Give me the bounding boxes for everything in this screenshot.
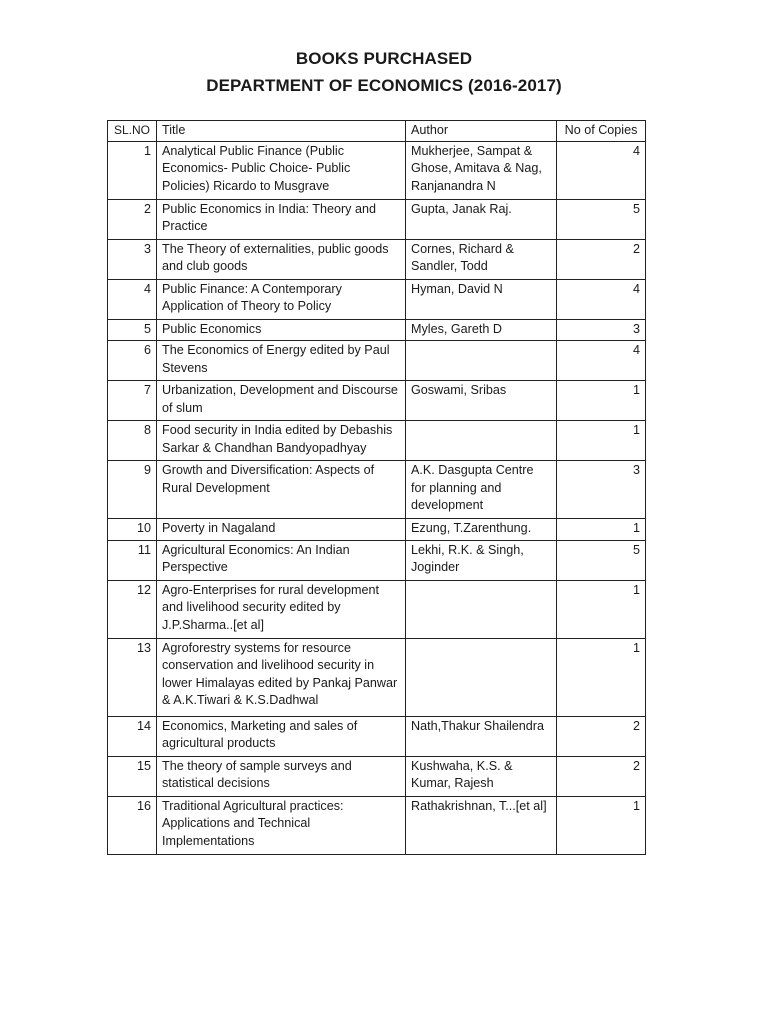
copies-cell: 2: [557, 716, 646, 756]
author-cell: Ezung, T.Zarenthung.: [406, 519, 557, 541]
copies-cell: 1: [557, 580, 646, 638]
header-title: Title: [157, 121, 406, 142]
author-cell: Lekhi, R.K. & Singh, Joginder: [406, 540, 557, 580]
slno-cell: 2: [108, 199, 157, 239]
author-cell: A.K. Dasgupta Centre for planning and development: [406, 461, 557, 519]
title-cell: Public Economics in India: Theory and Practice: [157, 199, 406, 239]
copies-cell: 4: [557, 341, 646, 381]
title-cell: The Theory of externalities, public goods and club goods: [157, 239, 406, 279]
author-cell: [406, 341, 557, 381]
table-row: [108, 279, 646, 319]
author-cell: Myles, Gareth D: [406, 319, 557, 341]
title-cell: Agroforestry systems for resource conservation and livelihood security in lower Himalayas edited by Pankaj Panwar & A.K.Tiwari & K.S.Dadhwal: [157, 638, 406, 716]
copies-cell: 2: [557, 756, 646, 796]
table-row: [108, 381, 646, 421]
author-cell: [406, 638, 557, 716]
slno-cell: 11: [108, 540, 157, 580]
title-cell: Agro-Enterprises for rural development and livelihood security edited by J.P.Sharma..[et al]: [157, 580, 406, 638]
slno-cell: 16: [108, 796, 157, 854]
header-copies: No of Copies: [557, 121, 646, 142]
table-body: [108, 141, 646, 854]
table-row: [108, 756, 646, 796]
slno-cell: 4: [108, 279, 157, 319]
author-cell: [406, 421, 557, 461]
copies-cell: 4: [557, 141, 646, 199]
title-cell: Growth and Diversification: Aspects of Rural Development: [157, 461, 406, 519]
slno-cell: 6: [108, 341, 157, 381]
copies-cell: 5: [557, 540, 646, 580]
author-cell: Cornes, Richard & Sandler, Todd: [406, 239, 557, 279]
table-row: [108, 141, 646, 199]
slno-cell: 9: [108, 461, 157, 519]
author-cell: Hyman, David N: [406, 279, 557, 319]
title-cell: Urbanization, Development and Discourse of slum: [157, 381, 406, 421]
title-cell: Poverty in Nagaland: [157, 519, 406, 541]
slno-cell: 12: [108, 580, 157, 638]
document-title-line-2: DEPARTMENT OF ECONOMICS (2016-2017): [206, 76, 562, 95]
author-cell: Kushwaha, K.S. & Kumar, Rajesh: [406, 756, 557, 796]
table-row: [108, 519, 646, 541]
author-cell: Gupta, Janak Raj.: [406, 199, 557, 239]
header-slno: SL.NO: [108, 121, 157, 142]
table-row: [108, 540, 646, 580]
slno-cell: 13: [108, 638, 157, 716]
slno-cell: 5: [108, 319, 157, 341]
copies-cell: 4: [557, 279, 646, 319]
table-row: [108, 461, 646, 519]
copies-cell: 1: [557, 421, 646, 461]
author-cell: Mukherjee, Sampat & Ghose, Amitava & Nag, Ranjanandra N: [406, 141, 557, 199]
author-cell: Rathakrishnan, T...[et al]: [406, 796, 557, 854]
copies-cell: 1: [557, 519, 646, 541]
copies-cell: 3: [557, 319, 646, 341]
slno-cell: 8: [108, 421, 157, 461]
copies-cell: 1: [557, 638, 646, 716]
title-cell: Analytical Public Finance (Public Economics- Public Choice- Public Policies) Ricardo to Musgrave: [157, 141, 406, 199]
copies-cell: 1: [557, 796, 646, 854]
title-cell: The theory of sample surveys and statistical decisions: [157, 756, 406, 796]
slno-cell: 15: [108, 756, 157, 796]
table-header-row: [108, 121, 646, 142]
title-cell: Public Finance: A Contemporary Application of Theory to Policy: [157, 279, 406, 319]
header-author: Author: [406, 121, 557, 142]
copies-cell: 5: [557, 199, 646, 239]
title-cell: Agricultural Economics: An Indian Perspective: [157, 540, 406, 580]
title-cell: Food security in India edited by Debashis Sarkar & Chandhan Bandyopadhyay: [157, 421, 406, 461]
table-row: [108, 716, 646, 756]
title-cell: Traditional Agricultural practices: Applications and Technical Implementations: [157, 796, 406, 854]
author-cell: Goswami, Sribas: [406, 381, 557, 421]
table-row: [108, 796, 646, 854]
author-cell: Nath,Thakur Shailendra: [406, 716, 557, 756]
table-row: [108, 638, 646, 716]
slno-cell: 3: [108, 239, 157, 279]
slno-cell: 10: [108, 519, 157, 541]
copies-cell: 2: [557, 239, 646, 279]
table-row: [108, 199, 646, 239]
title-cell: The Economics of Energy edited by Paul Stevens: [157, 341, 406, 381]
table-row: [108, 239, 646, 279]
table-row: [108, 421, 646, 461]
slno-cell: 1: [108, 141, 157, 199]
copies-cell: 3: [557, 461, 646, 519]
title-cell: Economics, Marketing and sales of agricultural products: [157, 716, 406, 756]
document-title-line-1: BOOKS PURCHASED: [295, 49, 473, 68]
author-cell: [406, 580, 557, 638]
table-row: [108, 580, 646, 638]
slno-cell: 7: [108, 381, 157, 421]
title-cell: Public Economics: [157, 319, 406, 341]
table-row: [108, 319, 646, 341]
table-row: [108, 341, 646, 381]
slno-cell: 14: [108, 716, 157, 756]
books-table: [107, 120, 646, 855]
copies-cell: 1: [557, 381, 646, 421]
